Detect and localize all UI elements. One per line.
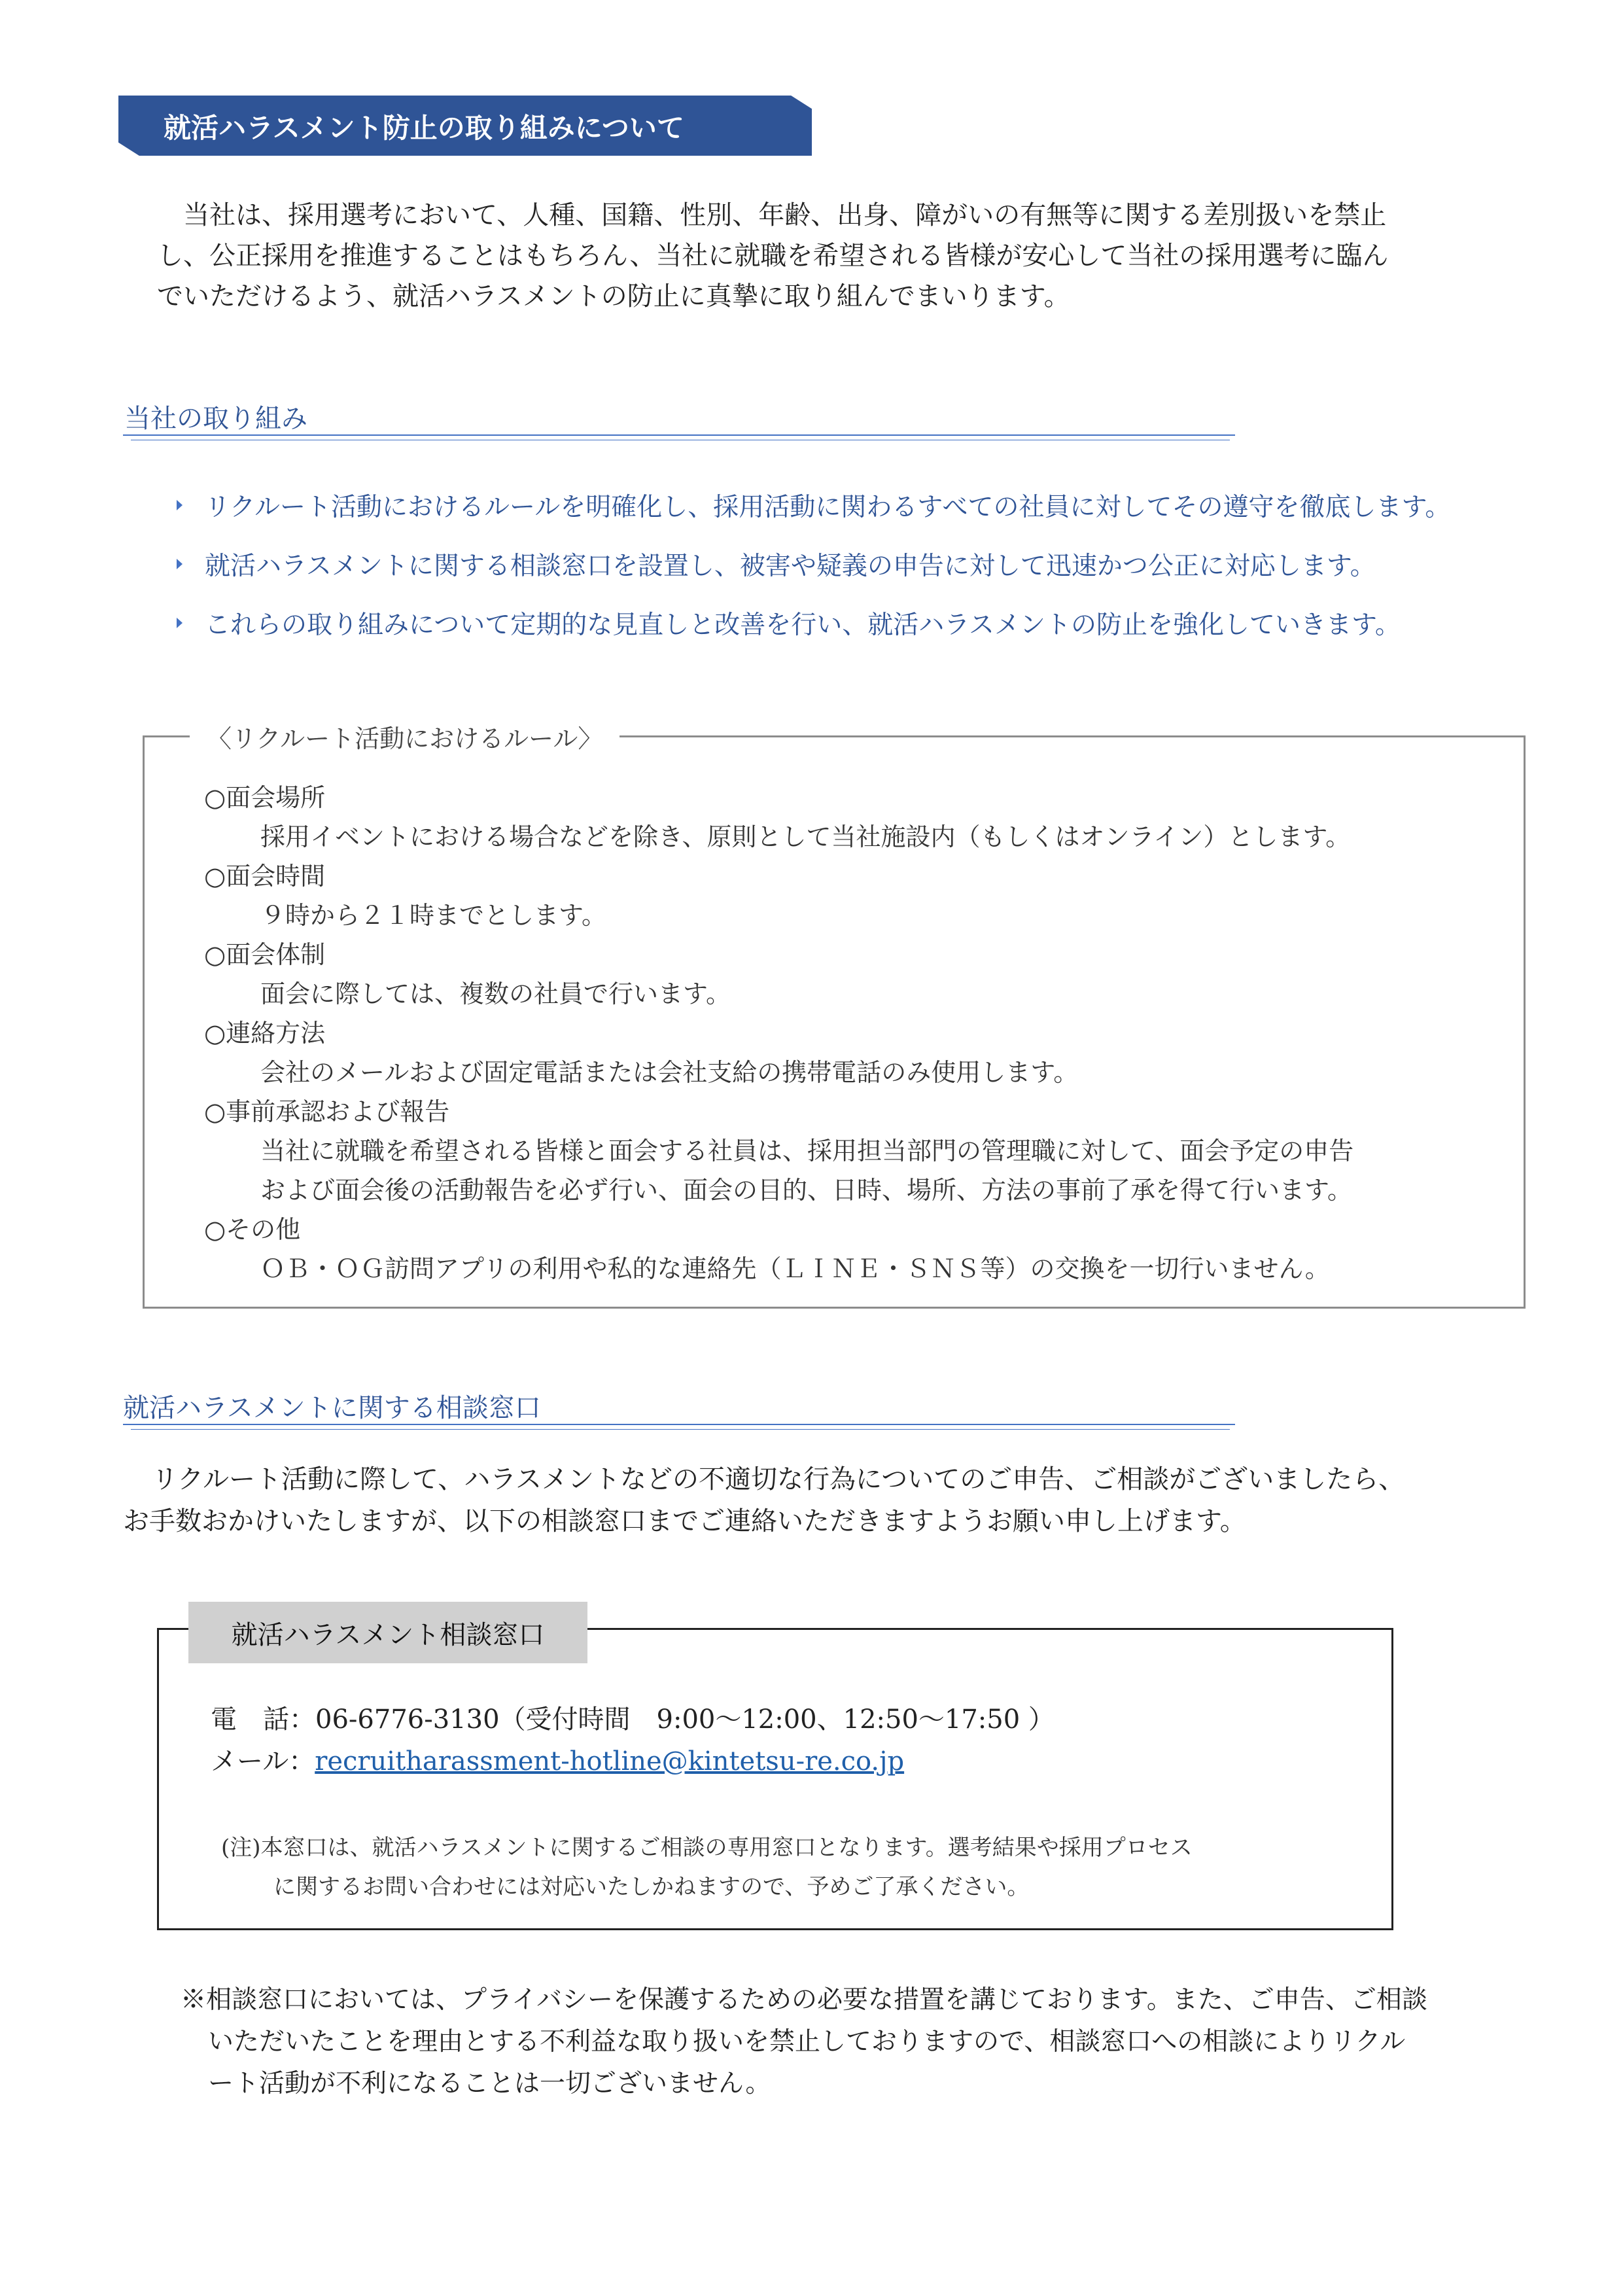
note-line-2: に関するお問い合わせには対応いたしかねますので、予めご了承ください。 [273, 1874, 1030, 1900]
rule-body: および面会後の活動報告を必ず行い、面会の目的、日時、場所、方法の事前了承を得て行います。 [260, 1176, 1352, 1205]
phone-value: 06-6776-3130（受付時間 9:00～12:00、12:50～17:50 ） [315, 1704, 1055, 1735]
mail-link[interactable]: recruitharassment-hotline@kintetsu-re.co.jp [315, 1746, 905, 1776]
consultation-line-1: リクルート活動に際して、ハラスメントなどの不適切な行為についてのご申告、ご相談がございましたら、 [152, 1464, 1405, 1494]
rule-heading: ○面会体制 [204, 940, 326, 969]
intro-line-3: でいただけるよう、就活ハラスメントの防止に真摯に取り組んでまいります。 [157, 281, 1070, 311]
contact-tab [188, 1602, 587, 1663]
phone-label: 電 話： [211, 1704, 315, 1735]
phone-row [211, 1699, 1055, 1736]
rule-body: 当社に就職を希望される皆様と面会する社員は、採用担当部門の管理職に対して、面会予定の申告 [260, 1137, 1354, 1165]
footnote-line-2: いただいたことを理由とする不利益な取り扱いを禁止しておりますので、相談窓口への相談によりリクル [208, 2027, 1406, 2057]
footnote-line-1: ※相談窓口においては、プライバシーを保護するための必要な措置を講じております。また、ご申告、ご相談 [181, 1985, 1427, 2015]
rules-legend: 〈リクルート活動におけるルール〉 [190, 718, 620, 754]
rule-body: ９時から２１時までとします。 [260, 901, 606, 930]
rule-body: 採用イベントにおける場合などを除き、原則として当社施設内（もしくはオンライン）とします。 [260, 822, 1351, 851]
initiative-item [177, 487, 1450, 523]
contact-tab-label: 就活ハラスメント相談窓口 [231, 1619, 545, 1650]
rule-body: ＯＢ・ＯＧ訪問アプリの利用や私的な連絡先（ＬＩＮＥ・ＳＮＳ等）の交換を一切行いません。 [260, 1254, 1330, 1283]
initiative-text: 就活ハラスメントに関する相談窓口を設置し、被害や疑義の申告に対して迅速かつ公正に対応します。 [205, 552, 1376, 581]
consultation-heading: 就活ハラスメントに関する相談窓口 [123, 1393, 541, 1423]
mail-label: メール： [211, 1746, 315, 1776]
heading-underline [123, 1424, 1235, 1425]
rule-heading: ○事前承認および報告 [204, 1097, 450, 1126]
initiative-text: リクルート活動におけるルールを明確化し、採用活動に関わるすべての社員に対してその遵守を徹底します。 [205, 493, 1451, 522]
triangle-bullet-icon [177, 559, 183, 569]
rule-heading: ○面会場所 [204, 783, 326, 812]
footnote-line-3: ート活動が不利になることは一切ございません。 [208, 2069, 771, 2098]
rule-body: 会社のメールおよび固定電話または会社支給の携帯電話のみ使用します。 [260, 1058, 1079, 1087]
rule-body: 面会に際しては、複数の社員で行います。 [260, 980, 731, 1008]
consultation-line-2: お手数おかけいたしますが、以下の相談窓口までご連絡いただきますようお願い申し上げます。 [123, 1506, 1246, 1536]
triangle-bullet-icon [177, 618, 183, 628]
heading-underline [123, 434, 1235, 436]
mail-row [211, 1740, 904, 1778]
intro-line-1: 当社は、採用選考において、人種、国籍、性別、年齢、出身、障がいの有無等に関する差別扱いを禁止 [183, 200, 1387, 230]
rule-heading: ○その他 [204, 1215, 301, 1244]
triangle-bullet-icon [177, 500, 183, 510]
heading-underline-2 [131, 1429, 1230, 1430]
initiative-text: これらの取り組みについて定期的な見直しと改善を行い、就活ハラスメントの防止を強化していきます。 [205, 610, 1401, 640]
initiative-item [177, 605, 1401, 641]
rule-heading: ○連絡方法 [204, 1019, 326, 1048]
page-title: 就活ハラスメント防止の取り組みについて [164, 112, 684, 144]
initiatives-heading: 当社の取り組み [124, 404, 307, 434]
rule-heading: ○面会時間 [204, 862, 326, 891]
initiative-item [177, 546, 1376, 582]
intro-line-2: し、公正採用を推進することはもちろん、当社に就職を希望される皆様が安心して当社の採用選考に臨ん [157, 241, 1389, 271]
note-line-1: (注)本窓口は、就活ハラスメントに関するご相談の専用窓口となります。選考結果や採用プロセス [221, 1835, 1193, 1861]
